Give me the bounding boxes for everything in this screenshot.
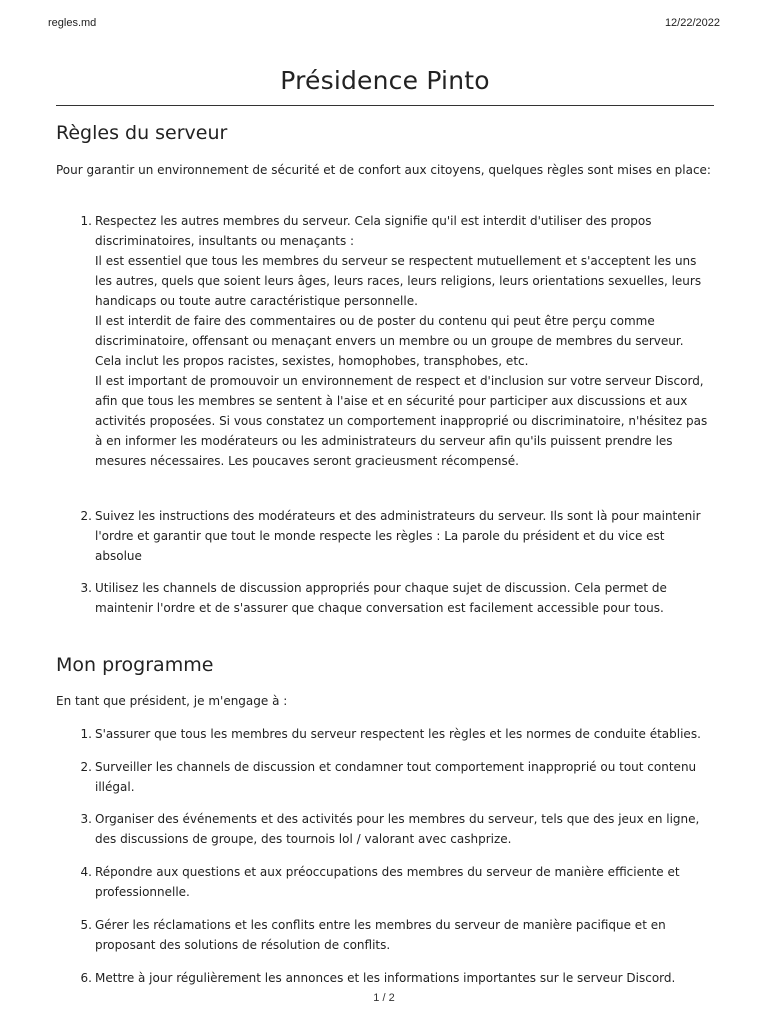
program-item bbox=[56, 968, 710, 988]
program-text: Répondre aux questions et aux préoccupations des membres du serveur de manière efficiente et professionnelle. bbox=[95, 865, 680, 899]
rules-intro: Pour garantir un environnement de sécurité et de confort aux citoyens, quelques règles sont mises en place: bbox=[56, 163, 711, 177]
document-filename: regles.md bbox=[48, 17, 97, 29]
list-number: 5. bbox=[80, 918, 92, 932]
program-text: Surveiller les channels de discussion et condamner tout comportement inapproprié ou tout contenu illégal. bbox=[95, 760, 697, 794]
list-number: 4. bbox=[80, 865, 92, 879]
program-text: S'assurer que tous les membres du serveur respectent les règles et les normes de conduite établies. bbox=[95, 727, 701, 741]
program-item bbox=[56, 862, 710, 902]
program-item bbox=[56, 809, 710, 849]
rule-item bbox=[56, 211, 710, 471]
page-title: Présidence Pinto bbox=[280, 66, 490, 95]
title-divider bbox=[56, 105, 714, 106]
program-text: Mettre à jour régulièrement les annonces et les informations importantes sur le serveur Discord. bbox=[95, 971, 676, 985]
print-date: 12/22/2022 bbox=[664, 17, 720, 29]
list-number: 1. bbox=[80, 727, 92, 741]
program-item bbox=[56, 915, 710, 955]
rule-item bbox=[56, 506, 710, 566]
rules-heading: Règles du serveur bbox=[56, 122, 228, 144]
rule-text: Utilisez les channels de discussion appropriés pour chaque sujet de discussion. Cela permet de maintenir l'ordre et de s'assurer que chaque conversation est facilement accessible pour tous. bbox=[95, 581, 667, 615]
program-text: Gérer les réclamations et les conflits entre les membres du serveur de manière pacifique et en proposant des solutions de résolution de conflits. bbox=[95, 918, 666, 952]
list-number: 2. bbox=[80, 509, 92, 523]
list-number: 3. bbox=[80, 812, 92, 826]
program-item bbox=[56, 724, 710, 744]
rule-text: Respectez les autres membres du serveur. Cela signifie qu'il est interdit d'utiliser des propos discriminatoires, insultants ou menaçants : bbox=[95, 214, 652, 248]
list-number: 3. bbox=[80, 581, 92, 595]
page-indicator: 1 / 2 bbox=[373, 992, 395, 1004]
list-number: 2. bbox=[80, 760, 92, 774]
program-heading: Mon programme bbox=[56, 654, 214, 676]
rule-item bbox=[56, 578, 710, 618]
program-item bbox=[56, 757, 710, 797]
program-intro: En tant que président, je m'engage à : bbox=[56, 694, 288, 708]
rule-text: Il est interdit de faire des commentaires ou de poster du contenu qui peut être perçu comme discriminatoire, offensant ou menaçant envers un membre ou un groupe de membres du serveur. Cela inclut les propos racistes, sexistes, homophobes, transphobes, etc. bbox=[95, 314, 684, 368]
rule-text: Suivez les instructions des modérateurs et des administrateurs du serveur. Ils sont là pour maintenir l'ordre et garantir que tout le monde respecte les règles : La parole du président et du vice est absolue bbox=[95, 509, 701, 563]
rule-text: Il est important de promouvoir un environnement de respect et d'inclusion sur votre serveur Discord, afin que tous les membres se sentent à l'aise et en sécurité pour participer aux discussions et aux activités proposées. Si vous constatez un comportement inapproprié ou discriminatoire, n'hésitez pas à en informer les modérateurs ou les administrateurs du serveur afin qu'ils puissent prendre les mesures nécessaires. Les poucaves seront gracieusment récompensé. bbox=[95, 374, 708, 468]
program-text: Organiser des événements et des activités pour les membres du serveur, tels que des jeux en ligne, des discussions de groupe, des tournois lol / valorant avec cashprize. bbox=[95, 812, 700, 846]
list-number: 1. bbox=[80, 214, 92, 228]
list-number: 6. bbox=[80, 971, 92, 985]
rule-text: Il est essentiel que tous les membres du serveur se respectent mutuellement et s'acceptent les uns les autres, quels que soient leurs âges, leurs races, leurs religions, leurs orientations sexuelles, leurs handicaps ou toute autre caractéristique personnelle. bbox=[95, 254, 702, 308]
